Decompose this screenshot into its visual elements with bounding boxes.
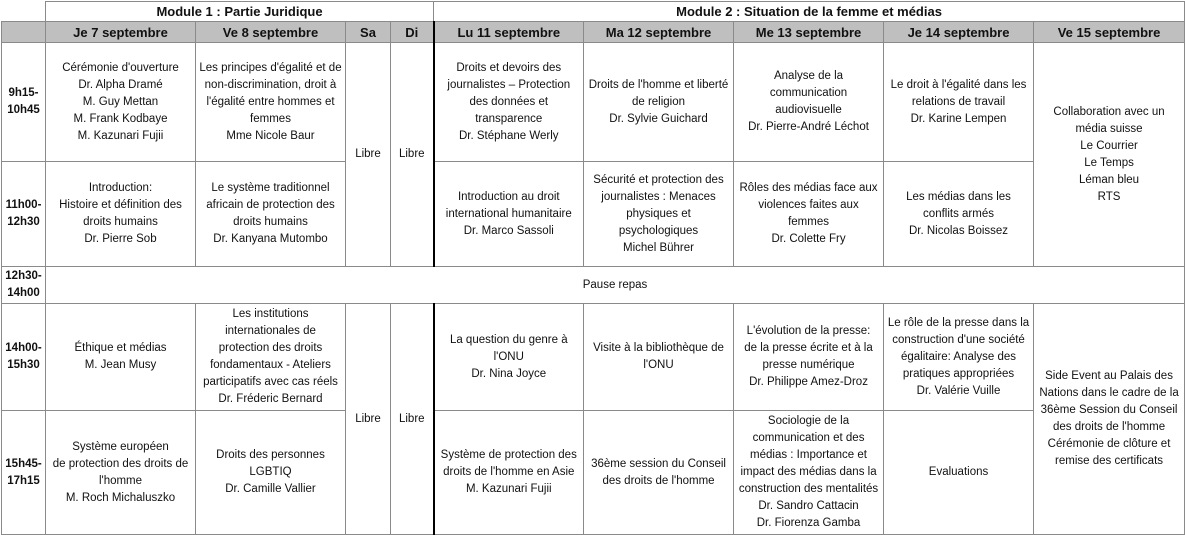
schedule-table xyxy=(1,1,1185,535)
day-header: Je 7 septembre xyxy=(46,22,196,43)
time-header-cell xyxy=(2,22,46,43)
day-header: Di xyxy=(391,22,434,43)
session-cell: Droits de l'homme et liberté de religion Dr. Sylvie Guichard xyxy=(584,43,734,162)
module-1-title: Module 1 : Partie Juridique xyxy=(46,2,434,22)
session-cell: Visite à la bibliothèque de l'ONU xyxy=(584,304,734,411)
day-header: Me 13 septembre xyxy=(734,22,884,43)
schedule-row xyxy=(2,43,1185,162)
module-2-title: Module 2 : Situation de la femme et médias xyxy=(434,2,1185,22)
time-slot-label: 9h15- 10h45 xyxy=(2,43,46,162)
schedule-row xyxy=(2,162,1185,267)
session-cell: La question du genre à l'ONU Dr. Nina Joyce xyxy=(434,304,584,411)
session-cell: Side Event au Palais des Nations dans le cadre de la 36ème Session du Conseil des droits de l'homme Cérémonie de clôture et remise des certificats xyxy=(1034,304,1185,535)
time-slot-label: 12h30- 14h00 xyxy=(2,267,46,304)
free-day-cell: Libre xyxy=(391,304,434,535)
lunch-break-cell: Pause repas xyxy=(46,267,1185,304)
session-cell: Introduction: Histoire et définition des droits humains Dr. Pierre Sob xyxy=(46,162,196,267)
session-cell: Collaboration avec un média suisse Le Courrier Le Temps Léman bleu RTS xyxy=(1034,43,1185,267)
day-header: Ve 8 septembre xyxy=(196,22,346,43)
session-cell: Les institutions internationales de protection des droits fondamentaux - Ateliers participatifs avec cas réels Dr. Fréderic Bernard xyxy=(196,304,346,411)
module-header-row xyxy=(2,2,1185,22)
session-cell: Sociologie de la communication et des médias : Importance et impact des médias dans la construction des mentalités Dr. Sandro Cattacin Dr. Fiorenza Gamba xyxy=(734,411,884,535)
day-header: Je 14 septembre xyxy=(884,22,1034,43)
free-day-cell: Libre xyxy=(346,304,391,535)
session-cell: Introduction au droit international humanitaire Dr. Marco Sassoli xyxy=(434,162,584,267)
session-cell: Droits et devoirs des journalistes – Protection des données et transparence Dr. Stéphane Werly xyxy=(434,43,584,162)
session-cell: Rôles des médias face aux violences faites aux femmes Dr. Colette Fry xyxy=(734,162,884,267)
session-cell: Le système traditionnel africain de protection des droits humains Dr. Kanyana Mutombo xyxy=(196,162,346,267)
session-cell: Les médias dans les conflits armés Dr. Nicolas Boissez xyxy=(884,162,1034,267)
time-slot-label: 11h00- 12h30 xyxy=(2,162,46,267)
free-day-cell: Libre xyxy=(391,43,434,267)
day-header: Lu 11 septembre xyxy=(434,22,584,43)
session-cell: Éthique et médias M. Jean Musy xyxy=(46,304,196,411)
free-day-cell: Libre xyxy=(346,43,391,267)
session-cell: Système européen de protection des droits de l'homme M. Roch Michaluszko xyxy=(46,411,196,535)
day-header-row xyxy=(2,22,1185,43)
day-header: Ma 12 septembre xyxy=(584,22,734,43)
schedule-row xyxy=(2,304,1185,411)
session-cell: 36ème session du Conseil des droits de l'homme xyxy=(584,411,734,535)
session-cell: Le rôle de la presse dans la construction d'une société égalitaire: Analyse des pratiques appropriées Dr. Valérie Vuille xyxy=(884,304,1034,411)
day-header: Ve 15 septembre xyxy=(1034,22,1185,43)
day-header: Sa xyxy=(346,22,391,43)
lunch-row xyxy=(2,267,1185,304)
schedule-row xyxy=(2,411,1185,535)
time-slot-label: 15h45- 17h15 xyxy=(2,411,46,535)
corner-cell xyxy=(2,2,46,22)
session-cell: Analyse de la communication audiovisuelle Dr. Pierre-André Léchot xyxy=(734,43,884,162)
session-cell: Le droit à l'égalité dans les relations de travail Dr. Karine Lempen xyxy=(884,43,1034,162)
session-cell: Sécurité et protection des journalistes : Menaces physiques et psychologiques Michel Bührer xyxy=(584,162,734,267)
session-cell: Droits des personnes LGBTIQ Dr. Camille Vallier xyxy=(196,411,346,535)
session-cell: Cérémonie d'ouverture Dr. Alpha Dramé M. Guy Mettan M. Frank Kodbaye M. Kazunari Fujii xyxy=(46,43,196,162)
session-cell: Les principes d'égalité et de non-discrimination, droit à l'égalité entre hommes et femmes Mme Nicole Baur xyxy=(196,43,346,162)
session-cell: L'évolution de la presse: de la presse écrite et à la presse numérique Dr. Philippe Amez-Droz xyxy=(734,304,884,411)
session-cell: Système de protection des droits de l'homme en Asie M. Kazunari Fujii xyxy=(434,411,584,535)
time-slot-label: 14h00- 15h30 xyxy=(2,304,46,411)
session-cell: Evaluations xyxy=(884,411,1034,535)
